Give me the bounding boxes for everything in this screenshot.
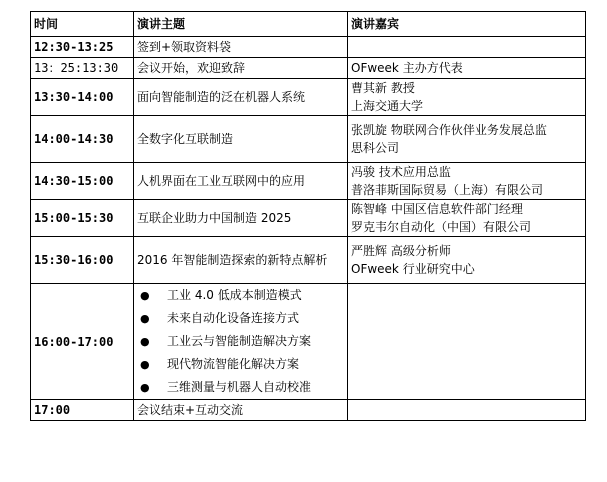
time-cell: 14:30-15:00 <box>31 163 134 200</box>
table-row <box>31 237 586 284</box>
list-item <box>137 330 344 353</box>
speaker-cell <box>348 200 586 237</box>
speaker-name: 陈智峰 中国区信息软件部门经理 <box>351 202 523 216</box>
list-item-label: 现代物流智能化解决方案 <box>167 357 300 371</box>
table-row <box>31 37 586 58</box>
speaker-org: 普洛菲斯国际贸易（上海）有限公司 <box>351 183 544 197</box>
time-cell: 15:00-15:30 <box>31 200 134 237</box>
speaker-name: 严胜辉 高级分析师 <box>351 244 451 258</box>
speaker-cell <box>348 163 586 200</box>
speaker-name: 张凯旋 物联网合作伙伴业务发展总监 <box>351 123 547 137</box>
speaker-line: OFweek 主办方代表 <box>351 61 463 75</box>
speaker-org: OFweek 行业研究中心 <box>351 262 475 276</box>
time-cell: 12:30-13:25 <box>31 37 134 58</box>
speaker-org: 上海交通大学 <box>351 99 424 113</box>
time-cell: 13：25:13:30 <box>31 58 134 79</box>
topic-cell: 人机界面在工业互联网中的应用 <box>134 163 348 200</box>
bullet-icon: ● <box>140 289 150 302</box>
bullet-icon: ● <box>140 335 150 348</box>
speaker-cell <box>348 116 586 163</box>
speaker-name: 冯骏 技术应用总监 <box>351 165 451 179</box>
header-row <box>31 12 586 37</box>
list-item-label: 工业云与智能制造解决方案 <box>167 334 312 348</box>
time-cell: 15:30-16:00 <box>31 237 134 284</box>
time-cell: 14:00-14:30 <box>31 116 134 163</box>
speaker-org: 罗克韦尔自动化（中国）有限公司 <box>351 220 532 234</box>
table-row <box>31 200 586 237</box>
speaker-cell <box>348 79 586 116</box>
topic-cell: 会议开始，欢迎致辞 <box>134 58 348 79</box>
table-row <box>31 79 586 116</box>
speaker-org: 思科公司 <box>351 141 400 155</box>
header-topic: 演讲主题 <box>134 12 348 37</box>
bullet-icon: ● <box>140 381 150 394</box>
speaker-cell <box>348 284 586 400</box>
topic-cell: 面向智能制造的泛在机器人系统 <box>134 79 348 116</box>
bullet-icon: ● <box>140 312 150 325</box>
header-speaker: 演讲嘉宾 <box>348 12 586 37</box>
table-row <box>31 284 586 400</box>
schedule-table <box>30 11 586 421</box>
speaker-cell <box>348 400 586 421</box>
topic-cell: 2016 年智能制造探索的新特点解析 <box>134 237 348 284</box>
table-row <box>31 58 586 79</box>
time-cell: 13:30-14:00 <box>31 79 134 116</box>
speaker-cell <box>348 37 586 58</box>
list-item-label: 未来自动化设备连接方式 <box>167 311 300 325</box>
table-row <box>31 116 586 163</box>
list-item <box>137 307 344 330</box>
topic-cell: 互联企业助力中国制造 2025 <box>134 200 348 237</box>
list-item-label: 三维测量与机器人自动校准 <box>167 380 312 394</box>
topic-cell: 会议结束+互动交流 <box>134 400 348 421</box>
speaker-cell <box>348 58 586 79</box>
table-row <box>31 400 586 421</box>
topic-cell <box>134 284 348 400</box>
list-item <box>137 284 344 307</box>
table-row <box>31 163 586 200</box>
speaker-name: 曹其新 教授 <box>351 81 415 95</box>
speaker-cell <box>348 237 586 284</box>
list-item <box>137 376 344 399</box>
list-item-label: 工业 4.0 低成本制造模式 <box>167 288 302 302</box>
list-item <box>137 353 344 376</box>
topic-cell: 签到+领取资料袋 <box>134 37 348 58</box>
time-cell: 17:00 <box>31 400 134 421</box>
topic-cell: 全数字化互联制造 <box>134 116 348 163</box>
topic-bullet-list <box>137 284 344 399</box>
header-time: 时间 <box>31 12 134 37</box>
time-cell: 16:00-17:00 <box>31 284 134 400</box>
bullet-icon: ● <box>140 358 150 371</box>
